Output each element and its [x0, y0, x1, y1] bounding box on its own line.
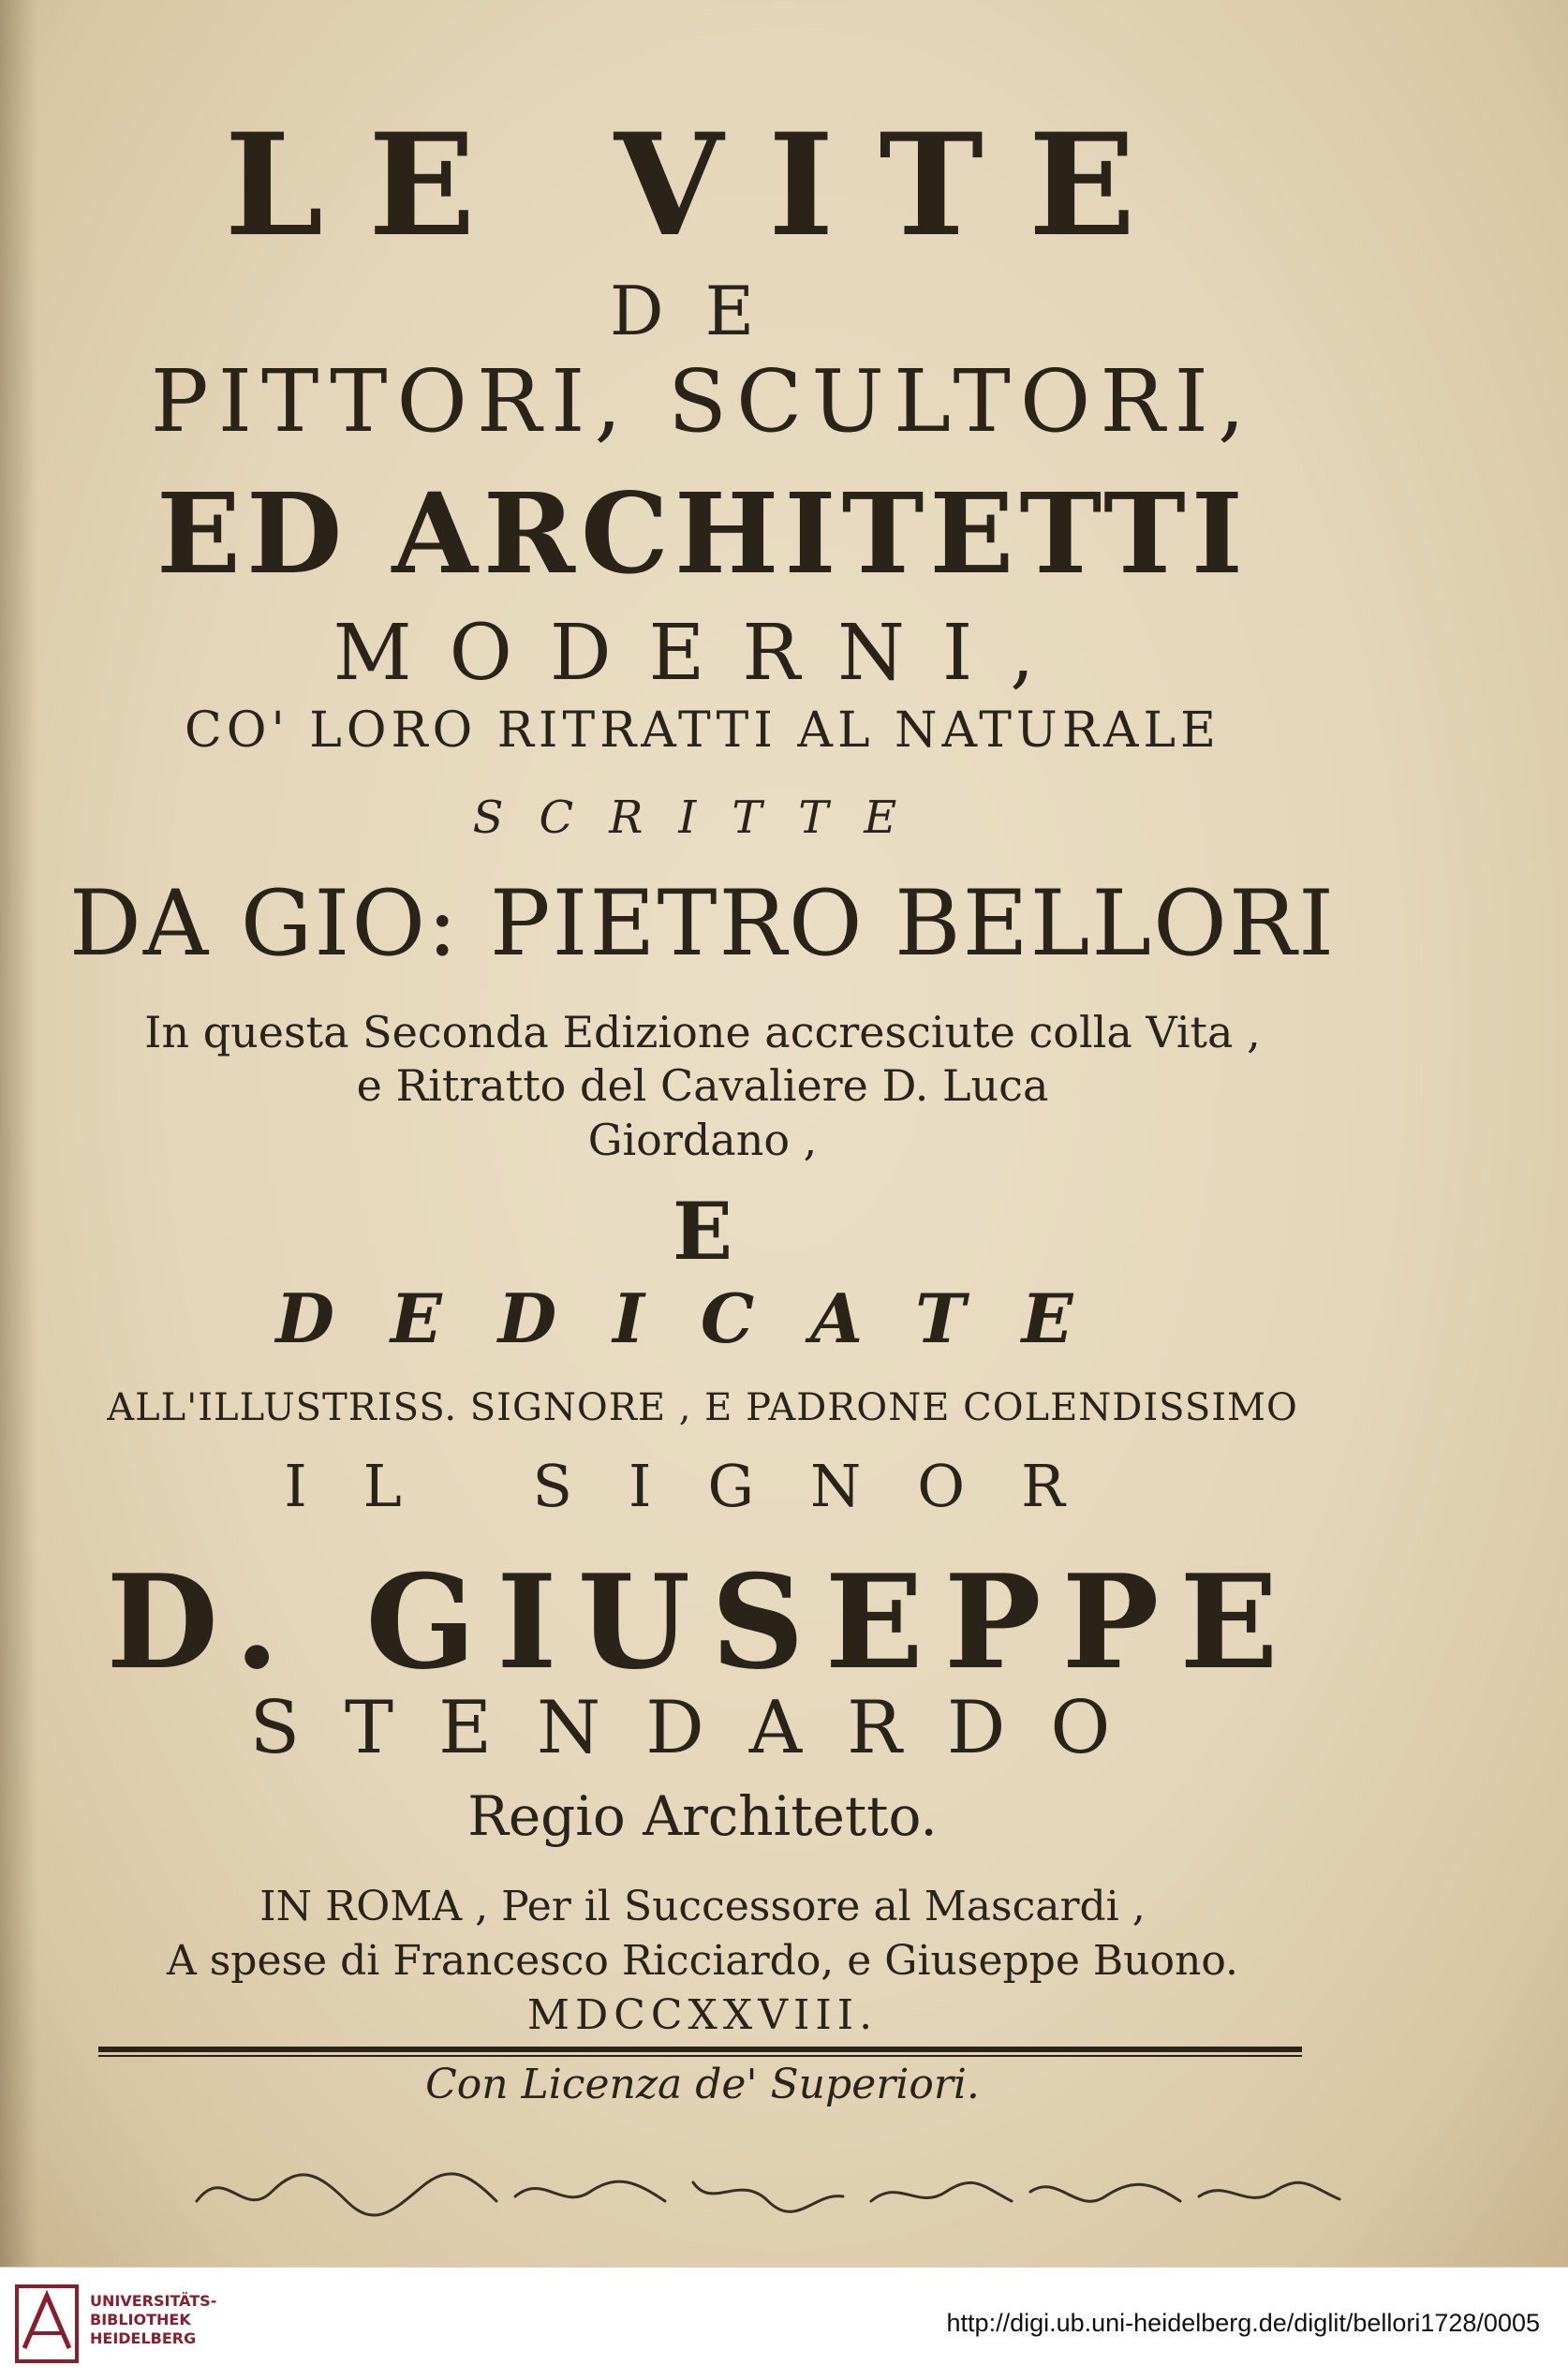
- library-name-line2: BIBLIOTHEK: [90, 2311, 191, 2328]
- author-bellori: DA GIO: PIETRO BELLORI: [68, 871, 1337, 976]
- imprint-year: MDCCXXVIII.: [526, 1991, 879, 2039]
- license-note: Con Licenza de' Superiori.: [425, 2061, 980, 2108]
- edition-note-2: e Ritratto del Cavaliere D. Luca: [356, 1060, 1049, 1111]
- library-name: [90, 2292, 216, 2348]
- divider-rule-thin: [98, 2055, 1302, 2057]
- title-le-vite: LE VITE: [224, 103, 1181, 268]
- imprint-line-2: A spese di Francesco Ricciardo, e Giuseppe Buono.: [166, 1937, 1239, 1985]
- title-de: DE: [609, 272, 796, 350]
- library-name-line1: UNIVERSITÄTS-: [90, 2292, 217, 2310]
- permalink-url[interactable]: http://digi.ub.uni-heidelberg.de/diglit/bellori1728/0005: [946, 2309, 1540, 2337]
- il-signor: IL SIGNOR: [284, 1452, 1121, 1520]
- university-library-logo-icon: [13, 2283, 81, 2365]
- dedicatee-giuseppe: D. GIUSEPPE: [106, 1545, 1299, 1698]
- library-name-line3: HEIDELBERG: [90, 2329, 197, 2347]
- conjunction-e: E: [672, 1185, 733, 1278]
- subtitle-scritte: SCRITTE: [472, 791, 933, 844]
- dedicatee-title: Regio Architetto.: [467, 1784, 938, 1848]
- divider-rule-thick: [98, 2047, 1302, 2052]
- handwritten-inscription: [187, 2145, 1405, 2239]
- library-footer: [0, 2267, 1568, 2380]
- edition-note-3: Giordano ,: [587, 1115, 818, 1165]
- dedication-line: ALL'ILLUSTRISS. SIGNORE , E PADRONE COLENDISSIMO: [107, 1386, 1298, 1429]
- title-ed-architetti: ED ARCHITETTI: [156, 468, 1249, 599]
- subtitle-ritratti: CO' LORO RITRATTI AL NATURALE: [185, 702, 1220, 759]
- dedicate-heading: DEDICATE: [275, 1279, 1130, 1358]
- title-pittori-scultori: PITTORI, SCULTORI,: [150, 351, 1255, 451]
- dedicatee-stendardo: STENDARDO: [249, 1686, 1156, 1770]
- imprint-line-1: IN ROMA , Per il Successore al Mascardi ,: [259, 1883, 1146, 1930]
- title-moderni: MODERNI,: [333, 609, 1072, 698]
- edition-note-1: In questa Seconda Edizione accresciute colla Vita ,: [144, 1007, 1261, 1057]
